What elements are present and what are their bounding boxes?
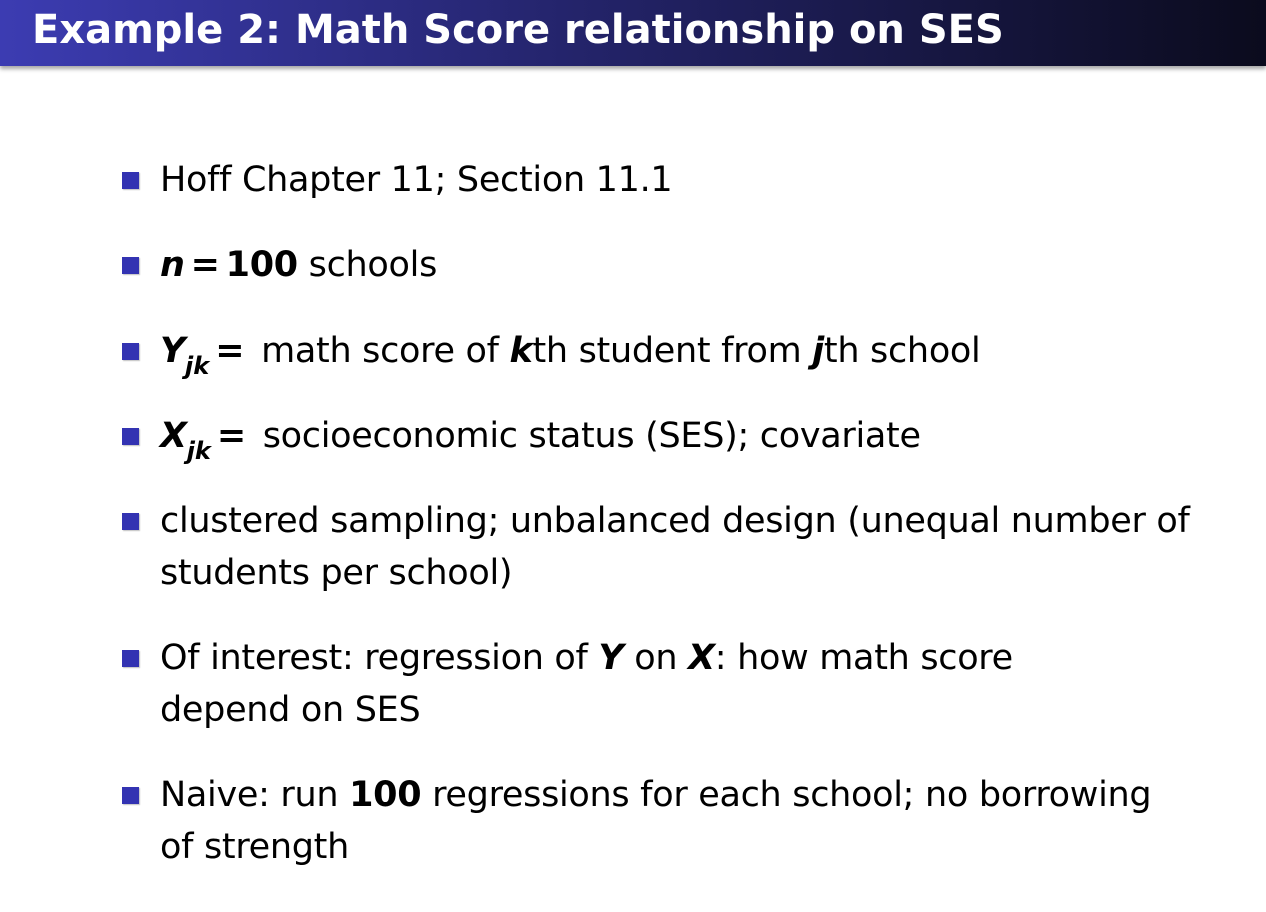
bullet-item [160, 495, 1250, 599]
bullet-square-icon [122, 650, 139, 667]
bullet-text: th school [823, 331, 981, 371]
bullet-item [160, 632, 1250, 736]
bullet-square-icon [122, 343, 139, 360]
bullet-item [160, 325, 1250, 392]
bullet-text: Naive: run [160, 775, 350, 815]
math-number: 100 [349, 775, 422, 815]
bullet-text: socioeconomic status (SES); covariate [251, 416, 921, 456]
bullet-text: on [623, 638, 689, 678]
bullet-text: depend on SES [160, 690, 421, 730]
bullet-square-icon [122, 513, 139, 530]
bullet-item [160, 239, 1250, 291]
math-variable: Y [598, 638, 624, 678]
bullet-item [160, 769, 1250, 873]
math-variable: k [509, 331, 533, 371]
slide-title: Example 2: Math Score relationship on SES [32, 7, 1004, 53]
math-variable: X [160, 416, 187, 456]
math-variable: j [812, 331, 824, 371]
equals-sign: = [216, 416, 246, 456]
bullet-square-icon [122, 428, 139, 445]
bullet-text: clustered sampling; unbalanced design (unequal number of [160, 501, 1190, 541]
bullet-item [160, 410, 1250, 477]
math-subscript: jk [186, 437, 211, 465]
equals-sign: = [215, 331, 245, 371]
bullet-square-icon [122, 257, 139, 274]
bullet-text: : how math score [714, 638, 1013, 678]
bullet-square-icon [122, 172, 139, 189]
bullet-text: math score of [250, 331, 510, 371]
math-subscript: jk [185, 352, 210, 380]
math-variable: Y [160, 331, 186, 371]
math-number: 100 [225, 245, 298, 285]
bullet-text: Of interest: regression of [160, 638, 599, 678]
math-variable: n [160, 245, 185, 285]
bullet-text: students per school) [160, 553, 513, 593]
equals-sign: = [190, 245, 220, 285]
bullet-text: of strength [160, 827, 349, 867]
bullet-square-icon [122, 787, 139, 804]
bullet-text: Hoff Chapter 11; Section 11.1 [160, 160, 673, 200]
bullet-text: th student from [532, 331, 813, 371]
bullet-text: regressions for each school; no borrowing [421, 775, 1152, 815]
math-variable: X [688, 638, 715, 678]
bullet-item [160, 154, 1250, 206]
bullet-text: schools [297, 245, 438, 285]
